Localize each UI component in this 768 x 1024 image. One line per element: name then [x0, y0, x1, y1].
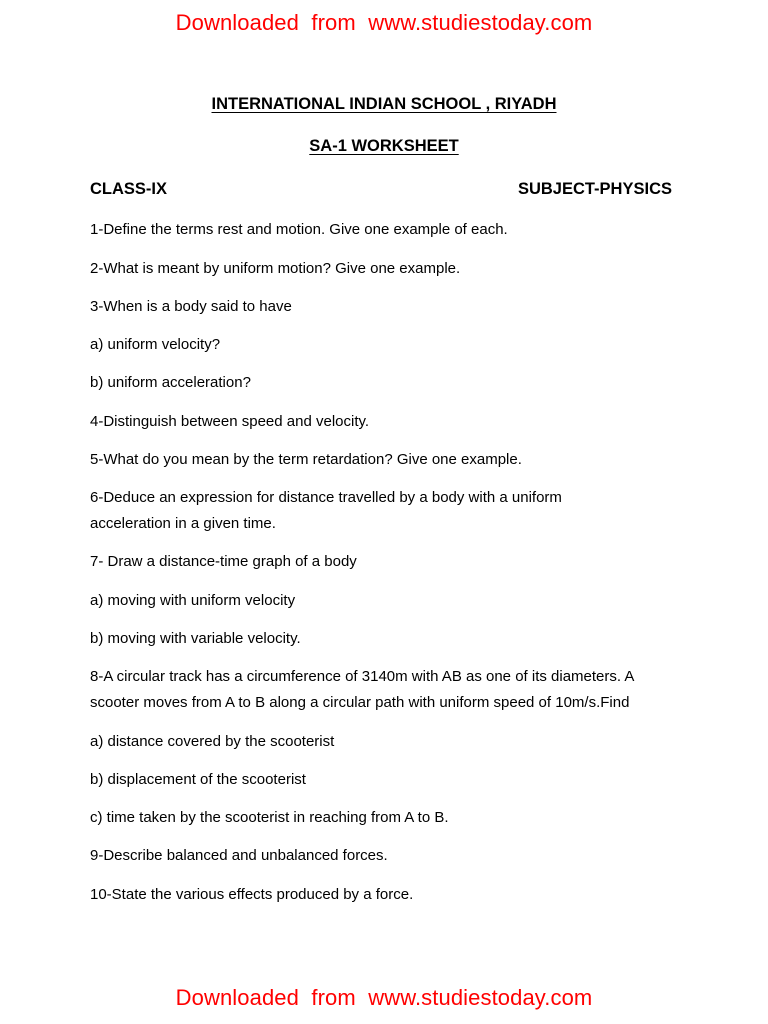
question-6-line-2: acceleration in a given time.: [90, 515, 276, 532]
question-8b: b) displacement of the scooterist: [90, 771, 306, 788]
question-8-line-2: scooter moves from A to B along a circular path with uniform speed of 10m/s.Find: [90, 694, 630, 711]
question-7: 7- Draw a distance-time graph of a body: [90, 553, 357, 570]
question-7a: a) moving with uniform velocity: [90, 592, 296, 609]
question-3b: b) uniform acceleration?: [90, 374, 251, 391]
question-7b: b) moving with variable velocity.: [90, 630, 301, 647]
school-title-text: INTERNATIONAL INDIAN SCHOOL , RIYADH: [211, 95, 557, 113]
question-1: 1-Define the terms rest and motion. Give one example of each.: [90, 221, 508, 238]
class-label: CLASS-IX: [90, 180, 168, 198]
question-2: 2-What is meant by uniform motion? Give one example.: [90, 260, 461, 277]
question-3a: a) uniform velocity?: [90, 336, 221, 353]
question-3: 3-When is a body said to have: [90, 298, 292, 315]
worksheet-title: [0, 137, 768, 156]
school-title: [0, 95, 768, 114]
download-banner-bottom: Downloaded from www.studiestoday.com: [175, 985, 593, 1010]
worksheet-title-text: SA-1 WORKSHEET: [309, 137, 459, 155]
subject-label: SUBJECT-PHYSICS: [517, 180, 672, 198]
question-4: 4-Distinguish between speed and velocity.: [90, 413, 370, 430]
question-9: 9-Describe balanced and unbalanced forces.: [90, 847, 388, 864]
question-8-line-1: 8-A circular track has a circumference of 3140m with AB as one of its diameters. A: [90, 668, 635, 685]
question-8a: a) distance covered by the scooterist: [90, 733, 335, 750]
question-8c: c) time taken by the scooterist in reaching from A to B.: [90, 809, 449, 826]
question-10: 10-State the various effects produced by a force.: [90, 886, 414, 903]
download-banner-top: Downloaded from www.studiestoday.com: [175, 10, 593, 35]
question-6-line-1: 6-Deduce an expression for distance travelled by a body with a uniform: [90, 489, 562, 506]
question-5: 5-What do you mean by the term retardation? Give one example.: [90, 451, 522, 468]
